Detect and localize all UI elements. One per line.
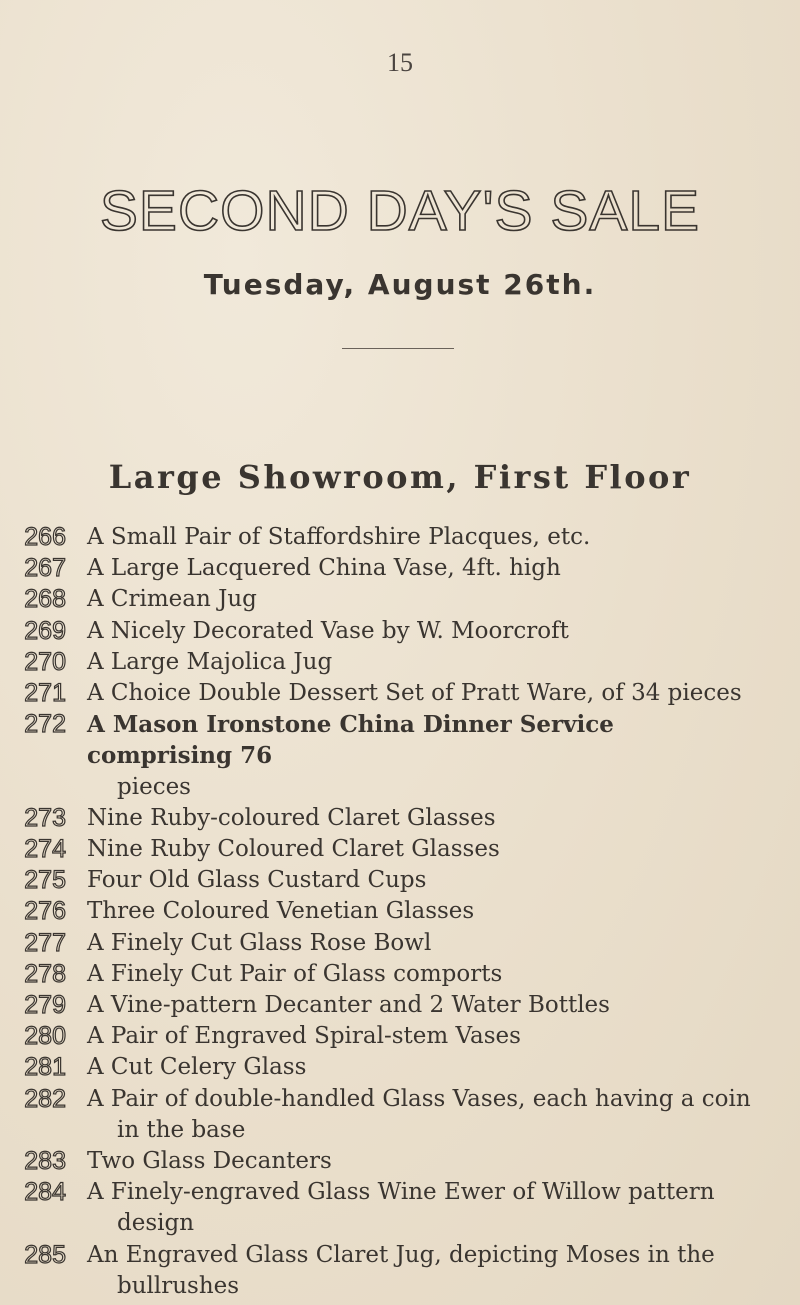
lot-description: Nine Ruby Coloured Claret Glasses	[87, 836, 500, 863]
lot-description: A Cut Celery Glass	[87, 1054, 307, 1081]
lot-description: A Choice Double Dessert Set of Pratt Ware, of 34 pieces	[87, 680, 742, 707]
lot-item	[0, 834, 800, 865]
lot-description-continuation: pieces	[117, 773, 191, 800]
lot-number: 284	[24, 1178, 66, 1207]
lot-item	[0, 1052, 800, 1083]
lot-item	[0, 928, 800, 959]
lot-item	[0, 990, 800, 1021]
lot-description: Two Glass Decanters	[87, 1148, 332, 1175]
lot-number: 274	[24, 835, 66, 864]
lot-number: 280	[24, 1022, 66, 1051]
lot-description	[87, 1240, 753, 1302]
lot-item	[0, 1146, 800, 1177]
lot-description: A Large Lacquered China Vase, 4ft. high	[87, 555, 561, 582]
lot-description: A Large Majolica Jug	[87, 648, 333, 675]
lot-description	[87, 1177, 753, 1239]
lot-description-line: A Mason Ironstone China Dinner Service comprising 76	[87, 711, 614, 770]
lot-description-continuation: in the base	[117, 1116, 246, 1143]
lot-item	[0, 709, 800, 803]
lot-item	[0, 616, 800, 647]
lot-description	[87, 1084, 753, 1146]
lot-number: 277	[24, 928, 66, 957]
lot-description	[87, 709, 753, 803]
sale-date: Tuesday, August 26th.	[203, 268, 597, 301]
lot-number: 267	[24, 554, 66, 583]
lot-item	[0, 584, 800, 615]
lot-description: A Small Pair of Staffordshire Placques, etc.	[87, 524, 591, 550]
lot-description: A Nicely Decorated Vase by W. Moorcroft	[87, 617, 569, 644]
lot-description-continuation: bullrushes	[117, 1272, 240, 1299]
lot-number: 270	[24, 647, 66, 676]
lot-number: 273	[24, 803, 66, 832]
lot-item	[0, 803, 800, 834]
lot-description: A Pair of Engraved Spiral-stem Vases	[87, 1023, 521, 1050]
lot-item	[0, 1021, 800, 1052]
lot-number: 272	[24, 710, 66, 739]
lot-number: 285	[24, 1240, 66, 1269]
lot-item	[0, 1084, 800, 1146]
lot-description: A Vine-pattern Decanter and 2 Water Bottles	[87, 992, 610, 1019]
lot-description: Four Old Glass Custard Cups	[87, 867, 427, 894]
lot-description-line: An Engraved Glass Claret Jug, depicting Moses in the	[87, 1241, 715, 1268]
lot-number: 281	[24, 1053, 66, 1082]
lot-item	[0, 678, 800, 709]
lot-list	[0, 522, 800, 1302]
lot-number: 268	[24, 585, 66, 614]
divider-rule	[342, 348, 454, 349]
lot-description: A Finely Cut Pair of Glass comports	[87, 960, 503, 987]
lot-number: 276	[24, 897, 66, 926]
lot-number: 266	[24, 523, 66, 551]
lot-item	[0, 1177, 800, 1239]
lot-number: 271	[24, 679, 66, 708]
lot-item	[0, 865, 800, 896]
lot-item	[0, 959, 800, 990]
lot-description: A Crimean Jug	[87, 586, 257, 613]
lot-number: 282	[24, 1084, 66, 1113]
lot-number: 283	[24, 1147, 66, 1176]
lot-description-line: A Pair of double-handled Glass Vases, each having a coin	[87, 1085, 751, 1112]
lot-item	[0, 1240, 800, 1302]
lot-description: Three Coloured Venetian Glasses	[87, 898, 475, 925]
lot-item	[0, 553, 800, 584]
lot-description-line: A Finely-engraved Glass Wine Ewer of Willow pattern	[87, 1179, 715, 1206]
lot-description: A Finely Cut Glass Rose Bowl	[87, 929, 432, 956]
lot-description-continuation: design	[117, 1210, 195, 1237]
lot-item	[0, 896, 800, 927]
lot-number: 279	[24, 991, 66, 1020]
lot-number: 269	[24, 616, 66, 645]
sale-title: SECOND DAY'S SALE	[99, 179, 701, 243]
lot-number: 275	[24, 866, 66, 895]
lot-item	[0, 522, 800, 553]
lot-number: 278	[24, 959, 66, 988]
location-heading: Large Showroom, First Floor	[108, 458, 692, 496]
lot-item	[0, 647, 800, 678]
lot-description: Nine Ruby-coloured Claret Glasses	[87, 804, 496, 831]
page-number: 15	[387, 48, 413, 77]
